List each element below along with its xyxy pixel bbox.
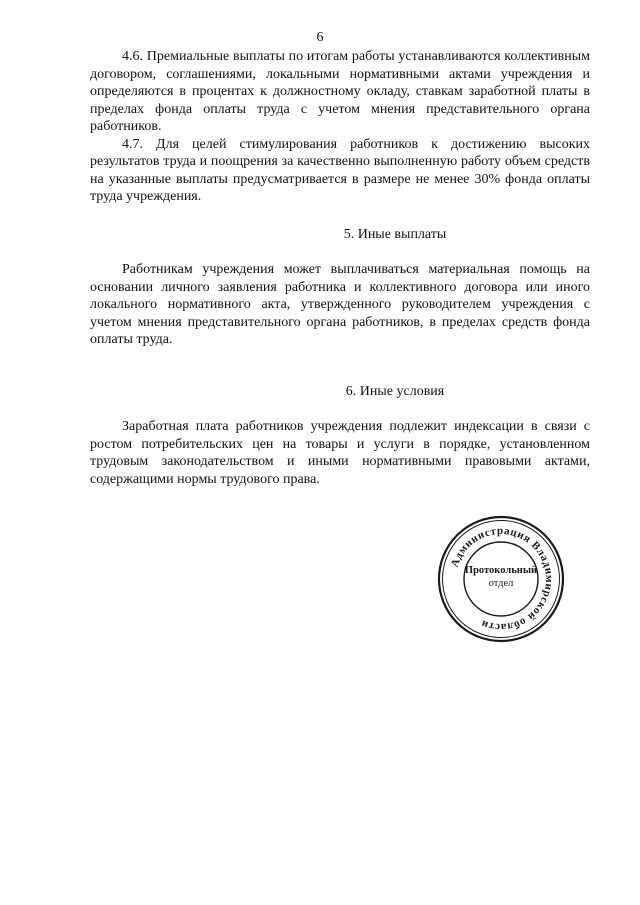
paragraph-6: Заработная плата работников учреждения подлежит индексации в связи с ростом потребительских цен на товары и услуги в порядке, установленном трудовым законодательством и иными нормативными правовыми актами, содержащими нормы трудового права. [90,419,590,487]
official-stamp [436,514,566,644]
paragraph-4-7: 4.7. Для целей стимулирования работников к достижению высоких результатов труда и поощрения за качественно выполненную работу объем средств на указанные выплаты предусматривается в размере не менее 30% фонда оплаты труда учреждения. [90,136,590,204]
stamp-ring-text: Администрация Владимирской области [448,524,556,634]
stamp-center-line-2: отдел [488,578,514,589]
stamp-center-line-1: Протокольный [464,565,538,576]
section-6-heading: 6. Иные условия [345,383,445,399]
section-5-heading: 5. Иные выплаты [343,226,447,242]
document-body [90,48,590,488]
paragraph-4-6: 4.6. Премиальные выплаты по итогам работы устанавливаются коллективным договором, соглашениями, локальными нормативными актами учреждения и определяются в процентах к должностному окладу, ставкам заработной платы в пределах фонда оплаты труда с учетом мнения представительного органа работников. [90,49,590,134]
paragraph-5: Работникам учреждения может выплачиваться материальная помощь на основании личного заявления работника и коллективного договора или иного локального нормативного акта, утвержденного руководителем учреждения с учетом мнения представительного органа работников, в пределах средств фонда оплаты труда. [90,262,590,347]
page-number: 6 [316,30,324,45]
